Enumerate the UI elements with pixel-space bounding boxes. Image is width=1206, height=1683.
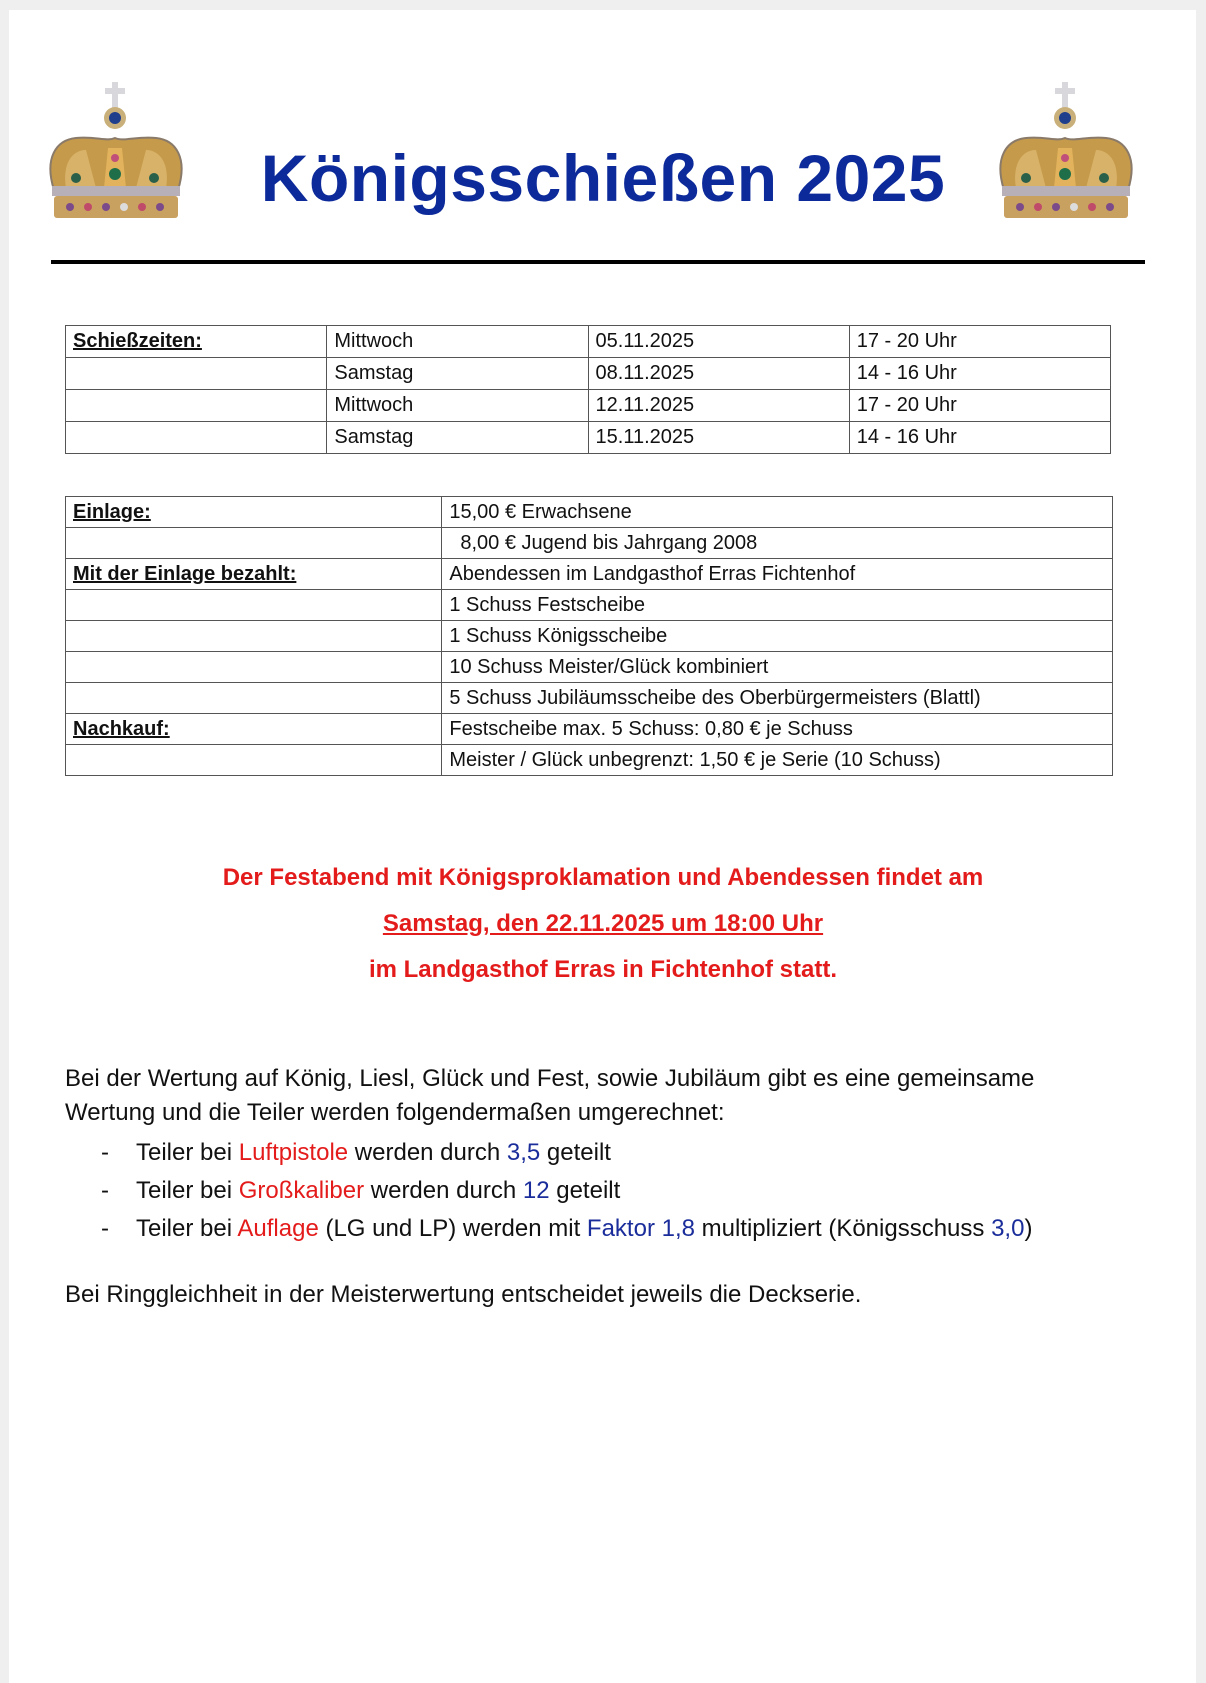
weapon-name: Luftpistole: [238, 1139, 349, 1166]
rule-text: geteilt: [549, 1177, 621, 1204]
weapon-name: Auflage: [237, 1215, 319, 1242]
fees-value: 1 Schuss Festscheibe: [442, 590, 1113, 621]
table-row: [66, 559, 1113, 590]
schedule-date: 08.11.2025: [588, 358, 849, 390]
schedule-time: 14 - 16 Uhr: [849, 358, 1110, 390]
title-divider: [51, 260, 1145, 264]
scoring-rules-list: [65, 1134, 1165, 1248]
fees-value: 8,00 € Jugend bis Jahrgang 2008: [442, 528, 1113, 559]
list-item: [65, 1210, 1165, 1248]
schedule-time: 17 - 20 Uhr: [849, 326, 1110, 358]
schedule-time: 14 - 16 Uhr: [849, 422, 1110, 454]
weapon-name: Großkaliber: [238, 1177, 365, 1204]
schedule-empty-cell: [66, 422, 327, 454]
fees-value: Meister / Glück unbegrenzt: 1,50 € je Serie (10 Schuss): [442, 745, 1113, 776]
fees-label: [66, 652, 442, 683]
rule-text: werden durch: [364, 1177, 523, 1204]
table-row: [66, 621, 1113, 652]
schedule-day: Mittwoch: [327, 326, 588, 358]
scoring-section: [65, 1062, 1165, 1312]
festabend-announcement: [0, 855, 1206, 993]
fees-table: [65, 496, 1113, 776]
table-row: [66, 590, 1113, 621]
rule-text: geteilt: [540, 1139, 611, 1166]
rule-factor: 12: [522, 1177, 550, 1204]
table-row: [66, 652, 1113, 683]
fees-label: [66, 590, 442, 621]
fees-label: [66, 745, 442, 776]
rule-text: Teiler bei: [136, 1139, 239, 1166]
rule-text: ): [1024, 1215, 1033, 1242]
list-item: [65, 1134, 1165, 1172]
list-item: [65, 1172, 1165, 1210]
table-row: [66, 326, 1111, 358]
bullet-dash: -: [101, 1215, 109, 1242]
fees-value: 1 Schuss Königsscheibe: [442, 621, 1113, 652]
table-row: [66, 528, 1113, 559]
fees-value: 5 Schuss Jubiläumsscheibe des Oberbürgermeisters (Blattl): [442, 683, 1113, 714]
festabend-date-text: Samstag, den 22.11.2025 um 18:00 Uhr: [382, 910, 824, 937]
festabend-date: [0, 901, 1206, 947]
fees-label: [66, 683, 442, 714]
rule-text: Teiler bei: [136, 1177, 239, 1204]
table-row: [66, 390, 1111, 422]
fees-label: Mit der Einlage bezahlt:: [66, 559, 442, 590]
table-row: [66, 358, 1111, 390]
rule-text: multipliziert (Königsschuss: [694, 1215, 992, 1242]
fees-label: Einlage:: [66, 497, 442, 528]
schedule-day: Samstag: [327, 422, 588, 454]
rule-text: (LG und LP) werden mit: [318, 1215, 587, 1242]
schedule-time: 17 - 20 Uhr: [849, 390, 1110, 422]
bullet-dash: -: [101, 1139, 109, 1166]
schedule-day: Samstag: [327, 358, 588, 390]
rule-factor: Faktor 1,8: [586, 1215, 695, 1242]
table-row: [66, 683, 1113, 714]
bullet-dash: -: [101, 1177, 109, 1204]
fees-label: [66, 621, 442, 652]
schedule-empty-cell: [66, 390, 327, 422]
table-row: [66, 422, 1111, 454]
fees-value: Festscheibe max. 5 Schuss: 0,80 € je Schuss: [442, 714, 1113, 745]
schedule-date: 15.11.2025: [588, 422, 849, 454]
fees-value: 15,00 € Erwachsene: [442, 497, 1113, 528]
fees-value: 10 Schuss Meister/Glück kombiniert: [442, 652, 1113, 683]
rule-text: werden durch: [348, 1139, 507, 1166]
schedule-label: Schießzeiten:: [66, 326, 327, 358]
table-row: [66, 714, 1113, 745]
tie-rule: Bei Ringgleichheit in der Meisterwertung entscheidet jeweils die Deckserie.: [65, 1281, 862, 1308]
page-title: [0, 140, 1206, 216]
fees-label: Nachkauf:: [66, 714, 442, 745]
rule-factor-koenigsschuss: 3,0: [991, 1215, 1025, 1242]
festabend-line-1: Der Festabend mit Königsproklamation und Abendessen findet am: [222, 864, 984, 891]
page-title-text: Königsschießen 2025: [260, 141, 946, 215]
rule-factor: 3,5: [506, 1139, 541, 1166]
schedule-day: Mittwoch: [327, 390, 588, 422]
fees-value: Abendessen im Landgasthof Erras Fichtenhof: [442, 559, 1113, 590]
schedule-date: 05.11.2025: [588, 326, 849, 358]
schedule-empty-cell: [66, 358, 327, 390]
fees-label: [66, 528, 442, 559]
rule-text: Teiler bei: [136, 1215, 238, 1242]
scoring-intro: Bei der Wertung auf König, Liesl, Glück und Fest, sowie Jubiläum gibt es eine gemeinsame Wertung und die Teiler werden folgendermaßen umgerechnet:: [65, 1065, 1035, 1126]
festabend-line-3: im Landgasthof Erras in Fichtenhof statt.: [368, 956, 838, 983]
schedule-date: 12.11.2025: [588, 390, 849, 422]
table-row: [66, 497, 1113, 528]
table-row: [66, 745, 1113, 776]
schedule-table: [65, 325, 1111, 454]
